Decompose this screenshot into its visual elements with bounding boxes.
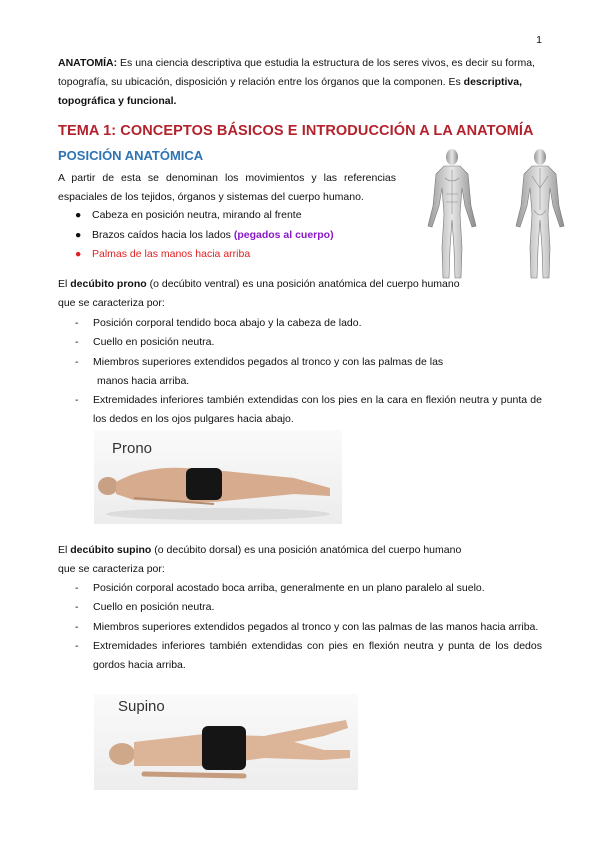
anatomia-bold-end: descriptiva, topográfica y funcional. xyxy=(58,76,523,107)
list-item: - Cuello en posición neutra. xyxy=(75,336,215,349)
tema-title: TEMA 1: CONCEPTOS BÁSICOS E INTRODUCCIÓN A LA ANATOMÍA xyxy=(58,123,534,139)
list-item: - Posición corporal acostado boca arriba, generalmente en un plano paralelo al suelo. xyxy=(75,582,485,594)
list-item: - Miembros superiores extendidos pegados al tronco y con las palmas de las manos hacia arriba. xyxy=(75,355,444,387)
supino-term: decúbito supino xyxy=(70,544,152,556)
anatomia-term: ANATOMÍA: xyxy=(58,57,118,69)
anatomical-figure-back xyxy=(512,148,568,282)
highlight-text: (pegados al cuerpo) xyxy=(233,228,334,241)
list-item: - Cuello en posición neutra. xyxy=(75,601,215,614)
prono-term: decúbito prono xyxy=(70,278,147,290)
posicion-bullet-list xyxy=(58,206,418,265)
prone-body-icon xyxy=(94,430,342,524)
anatomical-figure-front xyxy=(424,148,480,282)
list-item: ● Palmas de las manos hacia arriba xyxy=(58,245,418,265)
posicion-description: A partir de esta se denominan los movimientos y las referencias espaciales de los tejidos, órganos y sistemas del cuerpo humano. xyxy=(58,172,396,203)
list-item: - Posición corporal tendido boca abajo y la cabeza de lado. xyxy=(75,317,362,329)
bullet-icon: ● xyxy=(75,209,82,221)
posicion-title: POSICIÓN ANATÓMICA xyxy=(58,148,204,163)
prono-intro: El decúbito prono (o decúbito ventral) es una posición anatómica del cuerpo humano que se caracteriza por: xyxy=(58,278,460,309)
supino-image-label: Supino xyxy=(118,698,165,715)
supino-image xyxy=(94,694,358,790)
supine-body-icon xyxy=(94,694,358,790)
prono-list xyxy=(58,314,542,430)
page-number: 1 xyxy=(536,34,542,46)
anatomia-definition xyxy=(58,54,542,111)
anatomia-text: Es una ciencia descriptiva que estudia la estructura de los seres vivos, es decir su forma, topografía, su ubicación, disposición y relación entre los órganos que la componen. Es xyxy=(58,57,535,88)
list-item: - Extremidades inferiores también extendidas con los pies en la cara en flexión neutra y punta de los dedos en los ojos pulgares hacia abajo. xyxy=(75,394,542,426)
list-item: - Extremidades inferiores también extendidas con pies en flexión neutra y punta de los dedos gordos hacia arriba. xyxy=(75,639,542,672)
bullet-icon: ● xyxy=(75,248,82,260)
list-item: ● Brazos caídos hacia los lados (pegados al cuerpo) xyxy=(58,226,418,246)
bullet-icon: ● xyxy=(75,228,82,241)
list-item: ● Cabeza en posición neutra, mirando al frente xyxy=(58,206,418,226)
prono-image xyxy=(94,430,342,524)
supino-intro: El decúbito supino (o decúbito dorsal) es una posición anatómica del cuerpo humano que se caracteriza por: xyxy=(58,544,462,575)
prono-image-label: Prono xyxy=(112,440,153,457)
supino-list xyxy=(58,579,542,675)
list-item: - Miembros superiores extendidos pegados al tronco y con las palmas de las manos hacia arriba. xyxy=(75,620,539,633)
